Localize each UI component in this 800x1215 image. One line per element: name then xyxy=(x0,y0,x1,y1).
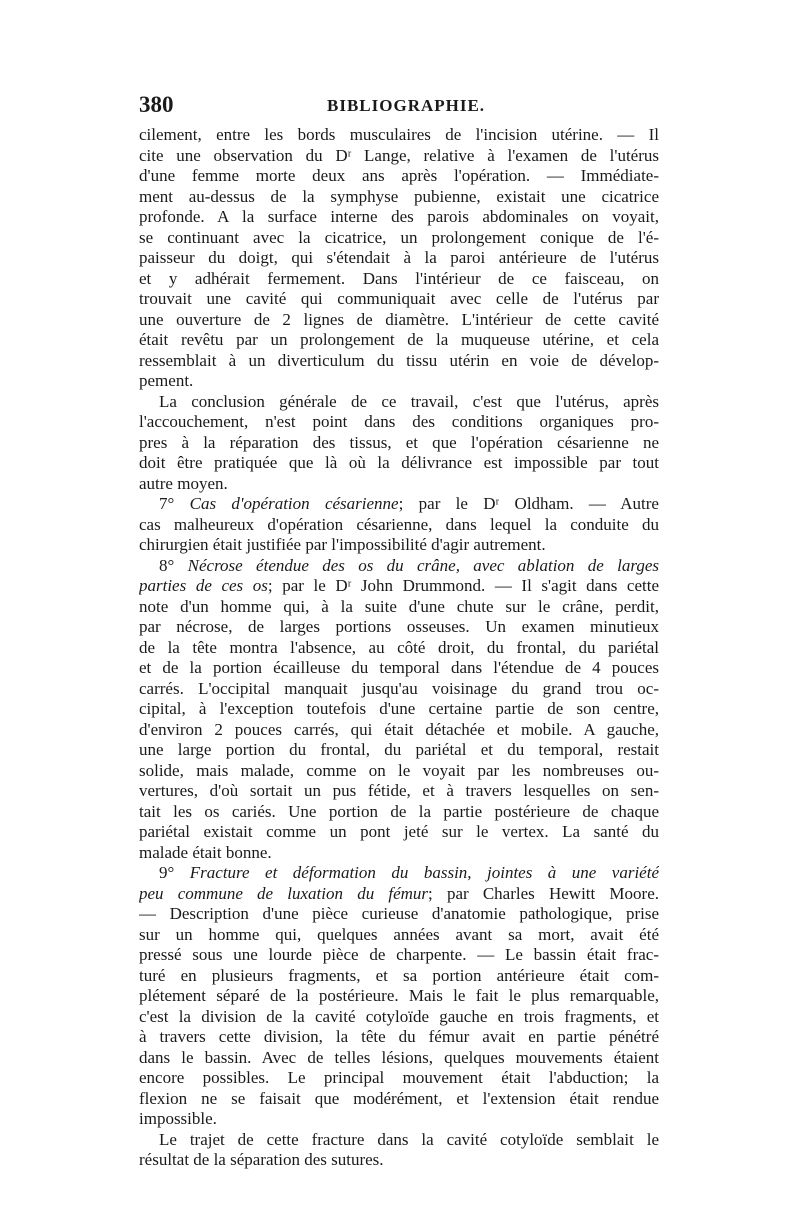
text-line xyxy=(139,597,659,618)
text-line xyxy=(139,1150,659,1171)
line-text: ressemblait à un diverticulum du tissu utérin en voie de dévelop- xyxy=(139,350,659,370)
line-text: solide, mais malade, comme on le voyait par les nombreuses ou- xyxy=(139,760,659,780)
italic-title: Cas d'opération césarienne xyxy=(189,494,399,513)
line-text: doit être pratiquée que là où la délivrance est impossible par tout xyxy=(139,453,659,472)
text-line xyxy=(139,740,659,761)
line-text: autre moyen. xyxy=(139,473,228,493)
line-prefix: 7° xyxy=(159,494,190,513)
text-line xyxy=(139,1068,659,1089)
text-line xyxy=(139,576,659,597)
text-line xyxy=(139,474,659,495)
text-line xyxy=(139,1130,659,1151)
line-text: vertures, d'où sortait un pus fétide, et à travers lesquelles on sen- xyxy=(139,781,659,800)
text-line xyxy=(139,166,659,187)
line-text: résultat de la séparation des sutures. xyxy=(139,1150,384,1169)
line-text: de la tête montra l'absence, au côté droit, du frontal, du pariétal xyxy=(139,637,659,657)
line-text: c'est la division de la cavité cotyloïde gauche en trois fragments, et xyxy=(139,1006,659,1026)
line-text: ment au-dessus de la symphyse pubienne, existait une cicatrice xyxy=(139,186,659,206)
body-text xyxy=(139,125,659,1171)
line-text: se continuant avec la cicatrice, un prolongement conique de l'é- xyxy=(139,227,659,247)
text-line xyxy=(139,699,659,720)
text-line xyxy=(139,925,659,946)
text-line xyxy=(139,146,659,167)
text-line xyxy=(139,330,659,351)
text-line xyxy=(139,494,659,515)
text-line xyxy=(139,187,659,208)
text-line xyxy=(139,945,659,966)
text-line xyxy=(139,1048,659,1069)
line-text: malade était bonne. xyxy=(139,842,272,862)
line-text: Le trajet de cette fracture dans la cavité cotyloïde semblait le xyxy=(159,1129,659,1149)
line-text: cas malheureux d'opération césarienne, dans lequel la conduite du xyxy=(139,514,659,534)
line-text: d'une femme morte deux ans après l'opération. — Immédiate- xyxy=(139,166,659,185)
text-line xyxy=(139,986,659,1007)
line-text: pressé sous une lourde pièce de charpente. — Le bassin était frac- xyxy=(139,945,659,964)
line-text: l'accouchement, n'est point dans des conditions organiques pro- xyxy=(139,412,659,431)
line-text: une large portion du frontal, du pariétal et du temporal, restait xyxy=(139,740,659,759)
line-text: par nécrose, de larges portions osseuses. Un examen minutieux xyxy=(139,617,659,636)
italic-title: peu commune de luxation du fémur xyxy=(139,883,429,903)
line-text: sur un homme qui, quelques années avant sa mort, avait été xyxy=(139,924,659,944)
text-line xyxy=(139,761,659,782)
text-line xyxy=(139,351,659,372)
text-line xyxy=(139,125,659,146)
line-text: pariétal existait comme un pont jeté sur le vertex. La santé du xyxy=(139,822,659,841)
text-line xyxy=(139,269,659,290)
line-text: cipital, à l'exception toutefois d'une certaine partie de son centre, xyxy=(139,699,659,718)
line-text: La conclusion générale de ce travail, c'est que l'utérus, après xyxy=(159,391,659,411)
text-line xyxy=(139,228,659,249)
line-text: note d'un homme qui, à la suite d'une chute sur le crâne, perdit, xyxy=(139,596,659,616)
line-text: — Description d'une pièce curieuse d'anatomie pathologique, prise xyxy=(139,904,659,923)
line-text: impossible. xyxy=(139,1109,217,1128)
line-text: encore possibles. Le principal mouvement était l'abduction; la xyxy=(139,1068,659,1087)
line-text: dans le bassin. Avec de telles lésions, quelques mouvements étaient xyxy=(139,1047,659,1067)
text-line xyxy=(139,556,659,577)
text-line xyxy=(139,289,659,310)
text-line xyxy=(139,822,659,843)
line-text: paisseur du doigt, qui s'étendait à la paroi antérieure de l'utérus xyxy=(139,248,659,267)
text-line xyxy=(139,371,659,392)
line-text: plétement séparé de la postérieure. Mais le fait le plus remarquable, xyxy=(139,986,659,1005)
text-line xyxy=(139,207,659,228)
text-line xyxy=(139,884,659,905)
text-line xyxy=(139,248,659,269)
text-line xyxy=(139,453,659,474)
line-text: à travers cette division, la tête du fémur avait en partie pénétré xyxy=(139,1027,659,1046)
text-line xyxy=(139,638,659,659)
line-text: ; par le Dʳ Oldham. — Autre xyxy=(398,494,659,513)
line-text: profonde. A la surface interne des parois abdominales on voyait, xyxy=(139,207,659,226)
line-text: tait les os cariés. Une portion de la partie postérieure de chaque xyxy=(139,801,659,821)
line-text: flexion ne se faisait que modérément, et l'extension était rendue xyxy=(139,1088,659,1108)
line-text: chirurgien était justifiée par l'impossibilité d'agir autrement. xyxy=(139,535,546,554)
text-line xyxy=(139,535,659,556)
text-line xyxy=(139,904,659,925)
text-line xyxy=(139,1109,659,1130)
text-line xyxy=(139,412,659,433)
text-line xyxy=(139,515,659,536)
text-line xyxy=(139,966,659,987)
text-line xyxy=(139,1007,659,1028)
page-number: 380 xyxy=(139,92,174,117)
line-text: était revêtu par un prolongement de la muqueuse utérine, et cela xyxy=(139,330,659,349)
line-prefix: 9° xyxy=(159,863,190,882)
text-line xyxy=(139,310,659,331)
line-text: et y adhérait fermement. Dans l'intérieur de ce faisceau, on xyxy=(139,268,659,288)
text-line xyxy=(139,433,659,454)
italic-title: Fracture et déformation du bassin, jointes à une variété xyxy=(189,863,659,882)
line-text: carrés. L'occipital manquait jusqu'au voisinage du grand trou oc- xyxy=(139,678,659,698)
line-text: d'environ 2 pouces carrés, qui était détachée et mobile. A gauche, xyxy=(139,719,659,739)
text-line xyxy=(139,658,659,679)
italic-title: Nécrose étendue des os du crâne, avec ablation de larges xyxy=(187,555,659,575)
line-text: ; par Charles Hewitt Moore. xyxy=(428,883,659,903)
running-head: BIBLIOGRAPHIE. xyxy=(327,96,486,115)
text-line xyxy=(139,1027,659,1048)
text-line xyxy=(139,781,659,802)
text-line xyxy=(139,720,659,741)
line-text: turé en plusieurs fragments, et sa portion antérieure était com- xyxy=(139,965,659,985)
line-prefix: 8° xyxy=(159,555,188,575)
line-text: ; par le Dʳ John Drummond. — Il s'agit dans cette xyxy=(267,576,659,595)
line-text: cilement, entre les bords musculaires de l'incision utérine. — Il xyxy=(139,125,659,144)
line-text: pement. xyxy=(139,371,194,390)
line-text: cite une observation du Dʳ Lange, relative à l'examen de l'utérus xyxy=(139,145,659,165)
text-line xyxy=(139,863,659,884)
line-text: et de la portion écailleuse du temporal dans l'étendue de 4 pouces xyxy=(139,658,659,677)
text-line xyxy=(139,679,659,700)
text-line xyxy=(139,617,659,638)
line-text: trouvait une cavité qui communiquait avec celle de l'utérus par xyxy=(139,289,659,308)
text-line xyxy=(139,1089,659,1110)
text-line xyxy=(139,843,659,864)
italic-title: parties de ces os xyxy=(139,576,268,595)
line-text: pres à la réparation des tissus, et que l'opération césarienne ne xyxy=(139,432,659,452)
text-line xyxy=(139,392,659,413)
page-header xyxy=(139,92,659,122)
text-line xyxy=(139,802,659,823)
line-text: une ouverture de 2 lignes de diamètre. L'intérieur de cette cavité xyxy=(139,309,659,329)
